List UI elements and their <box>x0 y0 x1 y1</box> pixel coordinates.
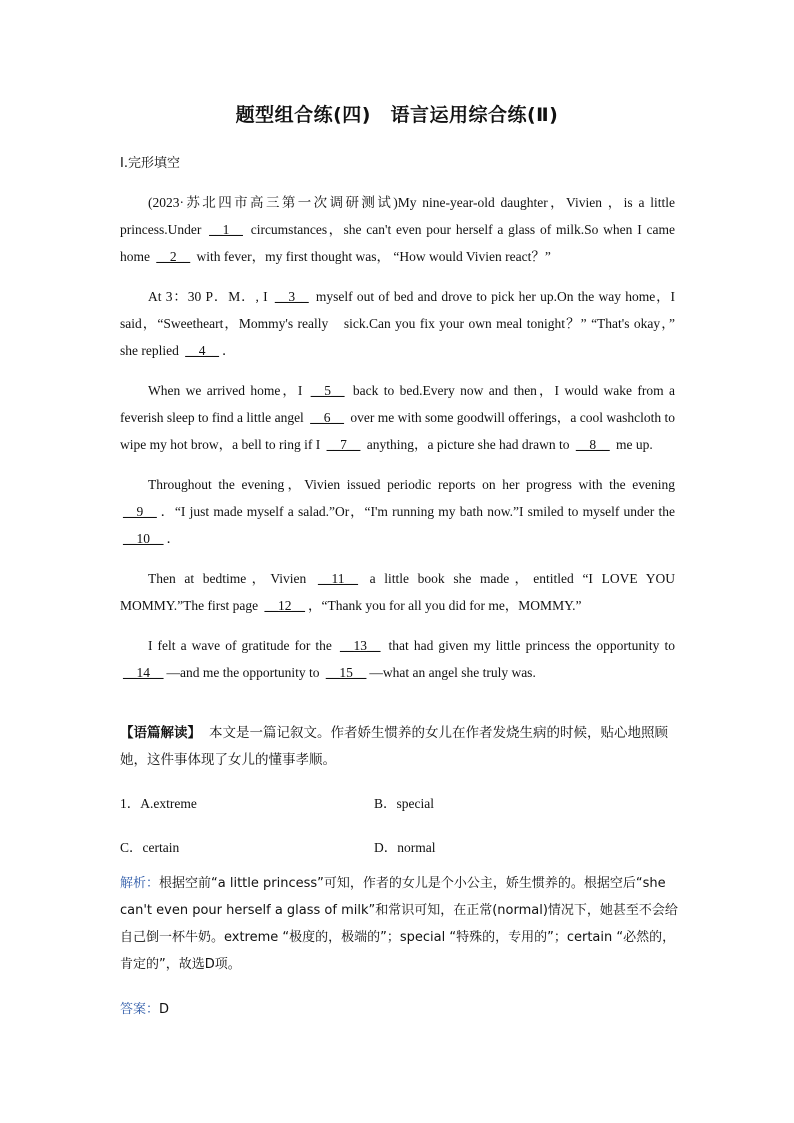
analysis-tag: 解析： <box>120 876 160 891</box>
text: back to bed.Every now and then，I would wake from a feverish sleep to find a little angel <box>120 383 675 425</box>
blank-12: __12__ <box>264 598 305 613</box>
section-heading: Ⅰ.完形填空 <box>120 156 180 171</box>
blank-3: __3__ <box>274 289 309 304</box>
cloze-passage <box>120 189 675 686</box>
page-title: 题型组合练(四) 语言运用综合练(Ⅱ) <box>235 104 559 126</box>
text: a little book she made，entitled “I LOVE YOU MOMMY.”The first page <box>120 571 675 613</box>
option-c: C．certain <box>120 840 180 855</box>
analysis <box>120 870 680 978</box>
blank-9: __9__ <box>123 504 157 519</box>
paragraph-2 <box>120 283 675 364</box>
text: Throughout the evening，Vivien issued periodic reports on her progress with the evening <box>148 477 675 492</box>
text: —and me the opportunity to <box>166 665 323 680</box>
analysis-text: 根据空前“a little princess”可知，作者的女儿是个小公主，娇生惯养的。根据空后“she can't even pour herself a glass of milk”和常识可知，在正常(normal)情况下，她甚至不会给自己倒一杯牛奶。extreme “极度的，极端的”；special “特殊的，专用的”；certain “必然的，肯定的”，故选D项。 <box>120 876 678 972</box>
text: me up. <box>612 437 653 452</box>
blank-15: __15__ <box>325 665 367 680</box>
paragraph-5 <box>120 565 675 619</box>
text: ．“I just made myself a salad.”Or，“I'm running my bath now.”I smiled to myself under the <box>159 504 675 519</box>
blank-14: __14__ <box>123 665 164 680</box>
text: circumstances，she can't even pour herself a glass of milk.So when I came home <box>120 222 675 264</box>
text: I felt a wave of gratitude for the <box>148 638 337 653</box>
options-row <box>120 790 680 834</box>
paragraph-4 <box>120 471 675 552</box>
summary-tag: 【语篇解读】 <box>120 725 201 741</box>
paragraph-3 <box>120 377 675 458</box>
answer-value: D <box>159 1002 170 1017</box>
answer-tag: 答案： <box>120 1002 160 1017</box>
blank-2: __2__ <box>156 249 191 264</box>
text: myself out of bed and drove to pick her up.On the way home，I said，“Sweetheart，Mommy's really sick.Can you fix your own meal tonight？” “That's okay，” she replied <box>120 289 675 358</box>
blank-13: __13__ <box>339 638 381 653</box>
text: over me with some goodwill offerings，a cool washcloth to wipe my hot brow，a bell to ring if I <box>120 410 675 452</box>
text: —what an angel she truly was. <box>369 665 536 680</box>
paragraph-1 <box>120 189 675 270</box>
option-d: D．normal <box>374 840 436 855</box>
text: ，“Thank you for all you did for me，MOMMY.” <box>307 598 582 613</box>
summary-text: 本文是一篇记叙文。作者娇生惯养的女儿在作者发烧生病的时候，贴心地照顾她，这件事体现了女儿的懂事孝顺。 <box>120 725 668 768</box>
option-a: 1．A.extreme <box>120 796 197 811</box>
text: (2023·苏北四市高三第一次调研测试)My nine-year-old daughter，Vivien ，is a little princess.Under <box>120 195 675 237</box>
passage-summary <box>120 720 680 774</box>
text: ． <box>166 531 180 546</box>
question-1-options <box>120 790 680 878</box>
text: When we arrived home，I <box>148 383 308 398</box>
text: Then at bedtime，Vivien <box>148 571 315 586</box>
blank-6: __6__ <box>310 410 344 425</box>
option-b: B．special <box>374 796 434 811</box>
paragraph-6 <box>120 632 675 686</box>
blank-5: __5__ <box>310 383 345 398</box>
blank-11: __11__ <box>317 571 358 586</box>
blank-1: __1__ <box>209 222 243 237</box>
text: ． <box>221 343 236 358</box>
text: that had given my little princess the opportunity to <box>383 638 676 653</box>
blank-7: __7__ <box>326 437 361 452</box>
blank-8: __8__ <box>575 437 610 452</box>
text: At 3：30 P．M．, I <box>148 289 272 304</box>
text: anything，a picture she had drawn to <box>363 437 573 452</box>
text: with fever，my first thought was， “How would Vivien react？” <box>193 249 551 264</box>
blank-4: __4__ <box>185 343 219 358</box>
blank-10: __10__ <box>123 531 164 546</box>
answer <box>120 996 169 1023</box>
